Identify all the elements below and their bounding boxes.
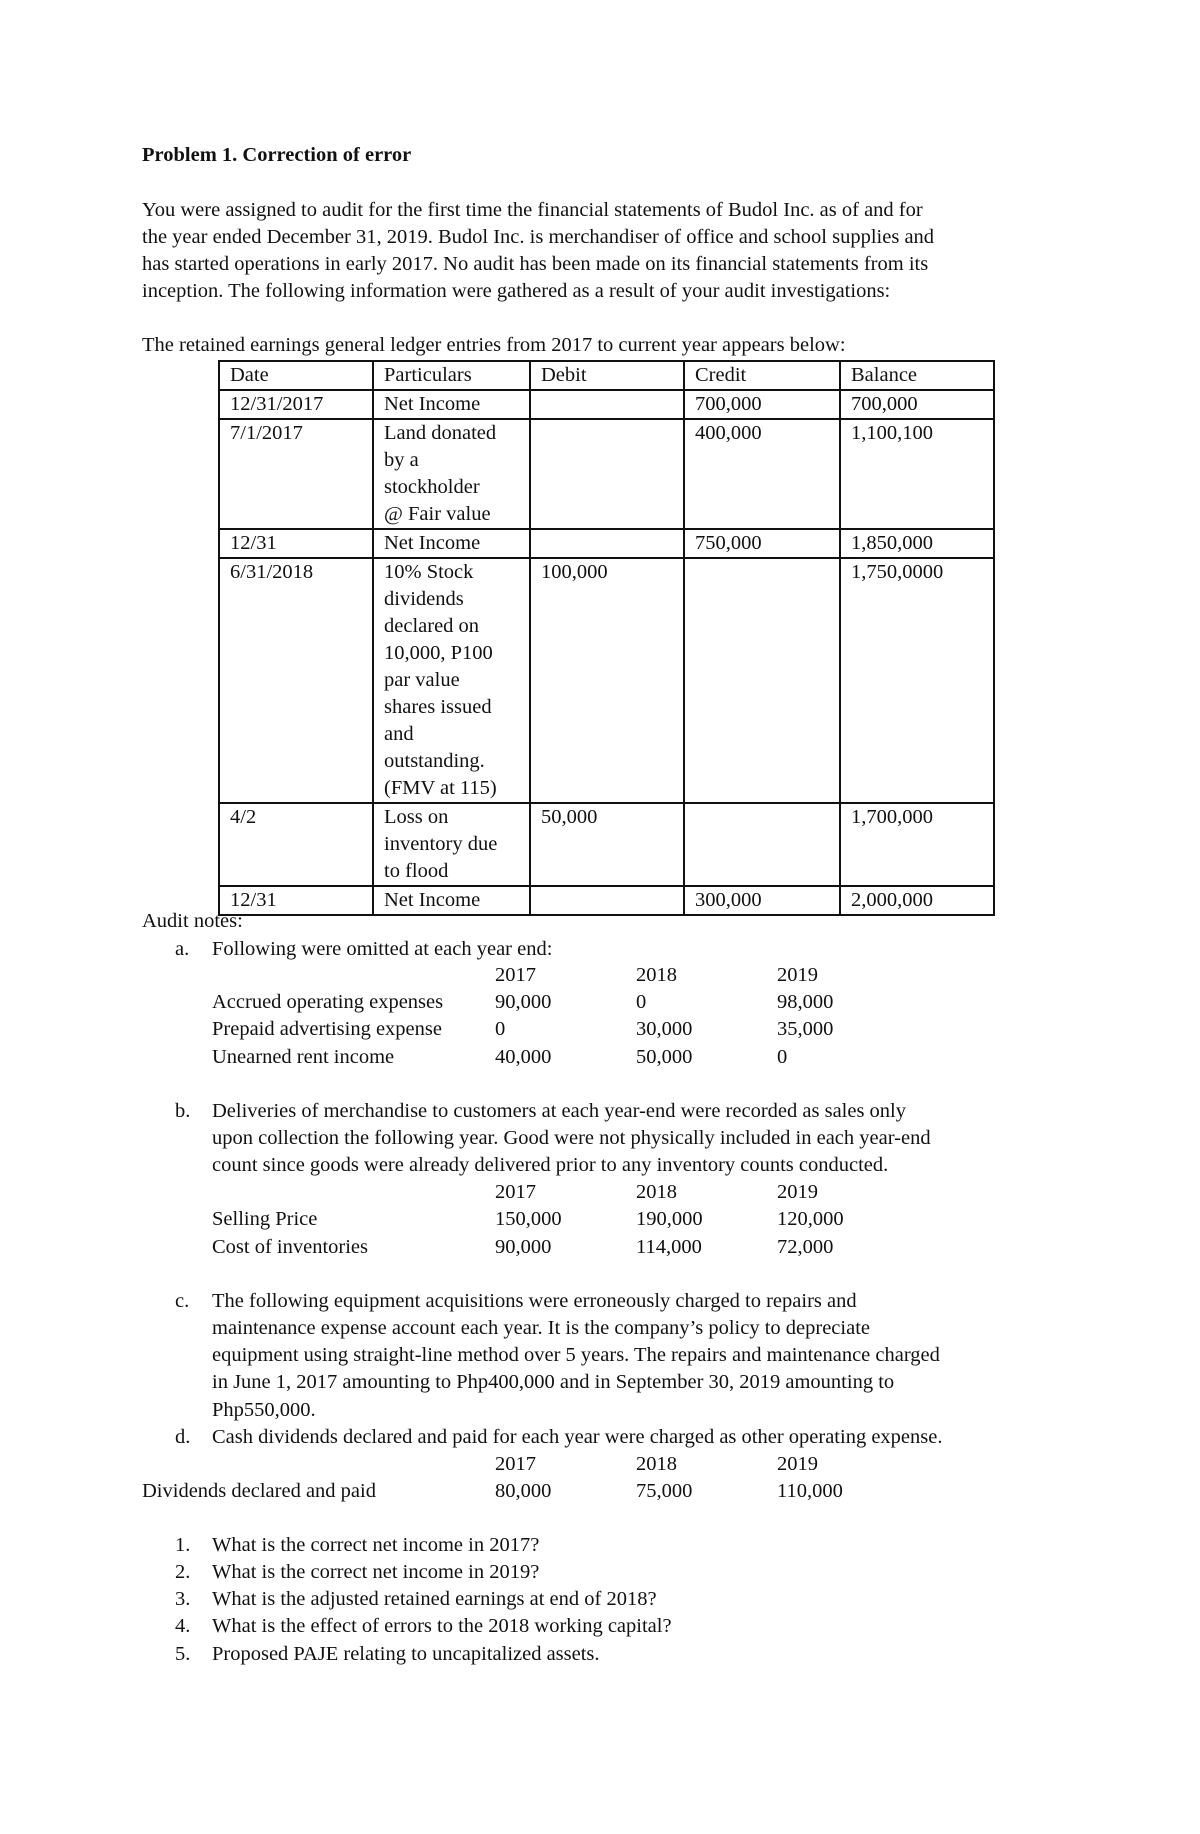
table-row <box>219 529 994 558</box>
note-line: maintenance expense account each year. It is the company’s policy to depreciate <box>212 1317 870 1339</box>
value-2017: 0 <box>495 1018 506 1040</box>
question-text: What is the adjusted retained earnings at end of 2018? <box>212 1588 657 1610</box>
cell-particulars: Net Income <box>373 886 530 915</box>
cell-debit: 100,000 <box>530 558 684 803</box>
year-2017: 2017 <box>495 1181 536 1203</box>
value-2019: 120,000 <box>777 1208 844 1230</box>
year-2017: 2017 <box>495 1453 536 1475</box>
year-2019: 2019 <box>777 964 818 986</box>
cell-particulars: Net Income <box>373 529 530 558</box>
question-item <box>0 1586 1200 1613</box>
cell-debit <box>530 390 684 419</box>
intro-line: has started operations in early 2017. No audit has been made on its financial statements from its <box>142 253 929 275</box>
table-header-row <box>219 361 994 390</box>
header-credit: Credit <box>684 361 840 390</box>
cell-credit: 750,000 <box>684 529 840 558</box>
table-row <box>219 419 994 529</box>
row-label: Accrued operating expenses <box>212 991 444 1013</box>
question-item <box>0 1532 1200 1559</box>
header-particulars: Particulars <box>373 361 530 390</box>
cell-particulars: Net Income <box>373 390 530 419</box>
question-number: 3. <box>175 1588 191 1610</box>
cell-debit <box>530 529 684 558</box>
cell-particulars: 10% Stock dividends declared on 10,000, P100 par value shares issued and outstanding. (FMV at 115) <box>373 558 530 803</box>
question-text: Proposed PAJE relating to uncapitalized assets. <box>212 1643 600 1665</box>
row-label: Selling Price <box>212 1208 318 1230</box>
value-2018: 190,000 <box>636 1208 703 1230</box>
retained-earnings-ledger-table <box>218 360 995 916</box>
cell-debit: 50,000 <box>530 803 684 886</box>
table-row <box>219 886 994 915</box>
cell-credit <box>684 803 840 886</box>
year-2019: 2019 <box>777 1181 818 1203</box>
value-2017: 80,000 <box>495 1480 552 1502</box>
cell-date: 12/31 <box>219 529 373 558</box>
cell-particulars: Land donated by a stockholder @ Fair value <box>373 419 530 529</box>
ledger-intro: The retained earnings general ledger entries from 2017 to current year appears below: <box>142 334 846 356</box>
cell-balance: 1,850,000 <box>840 529 994 558</box>
note-line: Deliveries of merchandise to customers at each year-end were recorded as sales only <box>212 1100 907 1122</box>
note-text: Following were omitted at each year end: <box>212 938 553 960</box>
value-2018: 114,000 <box>636 1236 702 1258</box>
cell-credit: 400,000 <box>684 419 840 529</box>
note-marker: b. <box>175 1100 191 1122</box>
intro-line: the year ended December 31, 2019. Budol Inc. is merchandiser of office and school supplies and <box>142 226 935 248</box>
year-2018: 2018 <box>636 1181 677 1203</box>
row-label: Prepaid advertising expense <box>212 1018 442 1040</box>
question-text: What is the effect of errors to the 2018 working capital? <box>212 1615 672 1637</box>
intro-line: inception. The following information were gathered as a result of your audit investigations: <box>142 280 891 302</box>
table-row <box>219 803 994 886</box>
cell-debit <box>530 886 684 915</box>
question-number: 2. <box>175 1561 191 1583</box>
table-row <box>219 558 994 803</box>
row-label: Unearned rent income <box>212 1046 395 1068</box>
value-2017: 150,000 <box>495 1208 562 1230</box>
value-2019: 110,000 <box>777 1480 843 1502</box>
question-number: 4. <box>175 1615 191 1637</box>
cell-credit: 300,000 <box>684 886 840 915</box>
note-marker: d. <box>175 1426 191 1448</box>
question-number: 1. <box>175 1534 191 1556</box>
note-table-row <box>0 1206 1200 1233</box>
cell-balance: 1,750,0000 <box>840 558 994 803</box>
note-table-row <box>0 1478 1200 1505</box>
year-header-row <box>0 1451 1200 1478</box>
cell-date: 12/31 <box>219 886 373 915</box>
value-2019: 72,000 <box>777 1236 834 1258</box>
cell-date: 7/1/2017 <box>219 419 373 529</box>
question-text: What is the correct net income in 2019? <box>212 1561 540 1583</box>
header-debit: Debit <box>530 361 684 390</box>
year-2019: 2019 <box>777 1453 818 1475</box>
note-table-row <box>0 1234 1200 1261</box>
cell-balance: 2,000,000 <box>840 886 994 915</box>
year-2018: 2018 <box>636 1453 677 1475</box>
cell-debit <box>530 419 684 529</box>
question-item <box>0 1641 1200 1668</box>
value-2017: 40,000 <box>495 1046 552 1068</box>
note-marker: c. <box>175 1290 190 1312</box>
note-table-row <box>0 1044 1200 1071</box>
year-2018: 2018 <box>636 964 677 986</box>
value-2018: 75,000 <box>636 1480 693 1502</box>
value-2018: 0 <box>636 991 647 1013</box>
note-line: in June 1, 2017 amounting to Php400,000 and in September 30, 2019 amounting to <box>212 1371 895 1393</box>
note-table-row <box>0 989 1200 1016</box>
value-2019: 0 <box>777 1046 788 1068</box>
problem-title: Problem 1. Correction of error <box>142 144 412 166</box>
note-text: Cash dividends declared and paid for each year were charged as other operating expense. <box>212 1426 943 1448</box>
header-date: Date <box>219 361 373 390</box>
question-number: 5. <box>175 1643 191 1665</box>
cell-credit <box>684 558 840 803</box>
note-line: upon collection the following year. Good were not physically included in each year-end <box>212 1127 931 1149</box>
table-row <box>219 390 994 419</box>
year-2017: 2017 <box>495 964 536 986</box>
header-balance: Balance <box>840 361 994 390</box>
question-text: What is the correct net income in 2017? <box>212 1534 540 1556</box>
value-2018: 50,000 <box>636 1046 693 1068</box>
value-2019: 98,000 <box>777 991 834 1013</box>
note-line: Php550,000. <box>212 1399 316 1421</box>
cell-credit: 700,000 <box>684 390 840 419</box>
row-label: Cost of inventories <box>212 1236 369 1258</box>
value-2017: 90,000 <box>495 991 552 1013</box>
cell-date: 6/31/2018 <box>219 558 373 803</box>
note-line: The following equipment acquisitions were erroneously charged to repairs and <box>212 1290 857 1312</box>
audit-notes-label: Audit notes: <box>142 910 243 932</box>
cell-balance: 1,700,000 <box>840 803 994 886</box>
year-header-row <box>0 1179 1200 1206</box>
cell-balance: 700,000 <box>840 390 994 419</box>
value-2017: 90,000 <box>495 1236 552 1258</box>
row-label: Dividends declared and paid <box>142 1480 376 1502</box>
year-header-row <box>0 962 1200 989</box>
cell-particulars: Loss on inventory due to flood <box>373 803 530 886</box>
cell-date: 4/2 <box>219 803 373 886</box>
cell-balance: 1,100,100 <box>840 419 994 529</box>
note-line: count since goods were already delivered prior to any inventory counts conducted. <box>212 1154 889 1176</box>
value-2018: 30,000 <box>636 1018 693 1040</box>
intro-line: You were assigned to audit for the first time the financial statements of Budol Inc. as of and for <box>142 199 923 221</box>
note-table-row <box>0 1016 1200 1043</box>
value-2019: 35,000 <box>777 1018 834 1040</box>
note-marker: a. <box>175 938 190 960</box>
note-line: equipment using straight-line method over 5 years. The repairs and maintenance charged <box>212 1344 940 1366</box>
cell-date: 12/31/2017 <box>219 390 373 419</box>
question-item <box>0 1559 1200 1586</box>
question-item <box>0 1613 1200 1640</box>
